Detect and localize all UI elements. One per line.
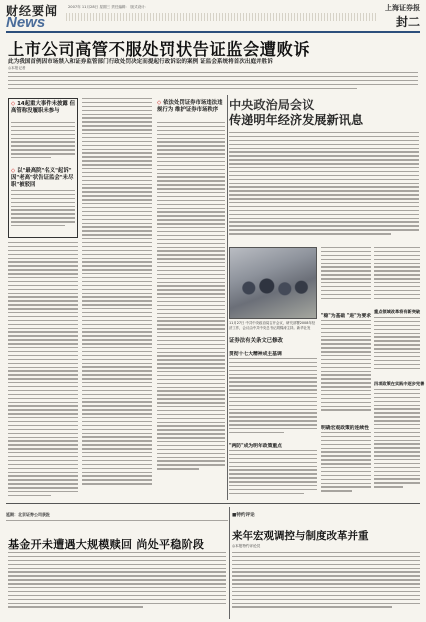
sidebar-text-1 <box>11 122 75 166</box>
bottom-right-headline: 来年宏观调控与制度改革并重 <box>232 530 369 542</box>
subhead-3: "稳"为基础 "进"为要求 <box>321 314 372 319</box>
feature-column-right-b <box>374 317 420 377</box>
feature-column-mid-b <box>321 320 371 420</box>
sidebar-heading-2: ◇ 以"最高院"名义"起诉" 因"老高"状告证监会"未尽职"被驳回 <box>11 168 74 188</box>
meeting-photo <box>229 247 317 319</box>
feature-body-1 <box>229 358 317 438</box>
feature-column-right-c <box>374 389 420 500</box>
masthead-rule <box>66 13 376 21</box>
lead-subhead: 此为我国首例因市场禁入和证券监管部门行政处罚决定而提起行政诉讼的案例 证监会系统将首次出庭并胜诉 <box>8 59 273 65</box>
article-column-1 <box>8 242 78 500</box>
news-briefs <box>6 512 228 524</box>
bottom-column-divider <box>229 507 230 619</box>
masthead <box>6 2 420 30</box>
masthead-title: 财经要闻 <box>6 4 59 18</box>
lead-headline: 上市公司高管不服处罚状告证监会遭败诉 <box>8 40 311 59</box>
masthead-title-en: News <box>6 14 46 31</box>
brief-1: 延期：北京证券公司获批 <box>6 512 50 517</box>
bottom-left-headline: 基金开未遭遇大规模赎回 尚处平稳阶段 <box>8 538 205 551</box>
dateline: 2007年 11月28日 星期三 责任编辑： 版式设计： <box>68 5 149 9</box>
bottom-right-byline: ◎本报特约评论员 <box>232 544 261 548</box>
bottom-divider <box>6 503 420 504</box>
bottom-left-body <box>8 552 226 618</box>
photo-caption: 11月27日 中共中央政治局召开会议，研究部署2008年经济工作，会议由中共中央总书记胡锦涛主持。新华社发 <box>229 321 316 330</box>
lead-intro <box>8 72 418 94</box>
feature-column-mid-c <box>321 432 371 500</box>
feature-column-right-a <box>374 247 420 305</box>
masthead-divider <box>6 31 420 33</box>
feature-intro <box>229 132 419 242</box>
right-col-heading-2: 四项政策在实践中逐步完善 <box>374 381 425 386</box>
section-label: 封二 <box>395 15 420 29</box>
newspaper-logo: 上海证券报 <box>385 3 420 12</box>
bottom-right-body <box>232 552 420 618</box>
heading-mark: ◇ <box>11 101 16 107</box>
feature-body-2 <box>229 450 317 500</box>
sidebar-heading-1: ◇ 14起重大事件未披露 但高管称没履职未参与 <box>11 101 76 114</box>
article-column-3 <box>157 122 225 500</box>
bottom-right-kicker: ■特约评论 <box>232 513 255 518</box>
subhead-2: "两防"成为明年政策重点 <box>229 444 282 449</box>
article-column-2 <box>82 98 152 500</box>
right-col-heading-1: 重点领域改革将有新突破 <box>374 309 421 314</box>
section-heading-3: ◇ 依法处罚证券市场违法违规行为 维护证券市场秩序 <box>157 100 223 113</box>
feature-title-line-2: 传递明年经济发展新讯息 <box>229 113 364 127</box>
subhead-4: 明确宏观政策的连续性 <box>321 426 369 431</box>
subhead-1: 贯彻十七大精神成主基调 <box>229 352 282 357</box>
feature-title-line-1: 中央政治局会议 <box>229 98 315 112</box>
feature-title <box>229 98 419 128</box>
column-divider <box>227 95 228 500</box>
section-heading-law: 证券法有关条文已修改 <box>229 338 283 344</box>
feature-column-mid-a <box>321 247 371 307</box>
lead-byline: ◎本报记者 <box>8 66 26 70</box>
sidebar-text-2 <box>11 190 75 236</box>
